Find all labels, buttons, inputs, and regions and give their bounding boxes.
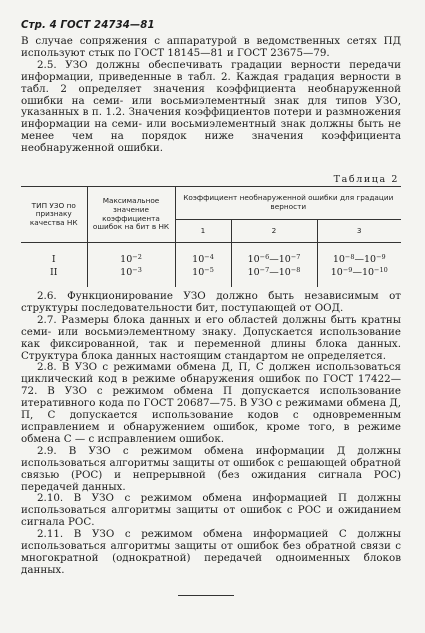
grade-header-3: 3 <box>317 220 401 243</box>
grade-1-value: $10^{-5}$ <box>192 266 214 278</box>
grade-header-2: 2 <box>231 220 317 243</box>
paragraph-2-9: 2.9. В УЗО с режимом обмена информации Д должны использоваться алгоритмы защиты от ошибок с решающей обратной связью (РОС) и непрерывной (без ожидания сигнала РОС) передачей данных. <box>21 444 401 493</box>
type-value: II <box>49 267 58 278</box>
bit-error-value: $10^{-3}$ <box>120 266 142 278</box>
table-caption: Таблица 2 <box>333 174 399 185</box>
col-bit-error-header: Максимальное значение коэффициента ошибок на бит в НК <box>87 187 175 243</box>
grade-header-1: 1 <box>175 220 231 243</box>
grade-1-value: $10^{-4}$ <box>192 253 214 265</box>
page-header: Стр. 4 ГОСТ 24734—81 <box>21 20 155 31</box>
grade-2-cell <box>231 243 317 288</box>
group-header: Коэффициент необнаруженной ошибки для градации верности <box>175 187 401 220</box>
paragraph-2-5: 2.5. УЗО должны обеспечивать градации верности передачи информации, приведенные в табл. 2. Каждая градация верности в табл. 2 определяет значения коэффициента необнаруженной ошибки на семи- или восьмиэлементный знак для типов УЗО, указанных в п. 1.2. Значения коэффициентов потери и размножения информации на семи- или восьмиэлементный знак должны быть не менее чем на порядок ниже значения коэффициента необнаруженной ошибки. <box>21 58 401 155</box>
grade-3-range: $10^{-9}—10^{-10}$ <box>330 266 388 278</box>
table-2 <box>21 186 401 287</box>
grade-3-cell <box>317 243 401 288</box>
paragraph-2-10: 2.10. В УЗО с режимом обмена информацией П должны использоваться алгоритмы защиты от ошибок с РОС и ожиданием сигнала РОС. <box>21 492 401 529</box>
end-rule <box>178 595 234 596</box>
text-block-bottom <box>21 291 401 577</box>
paragraph-2-7: 2.7. Размеры блока данных и его областей должны быть кратны семи- или восьмиэлементному знаку. Допускается использование как фиксированной, так и переменной длины блока данных. Структура блока данных настоящим стандартом не определяется. <box>21 313 401 362</box>
type-cell <box>21 243 87 288</box>
grade-1-cell <box>175 243 231 288</box>
grade-2-range: $10^{-6}—10^{-7}$ <box>247 253 301 265</box>
bit-error-cell <box>87 243 175 288</box>
table-row <box>21 243 401 288</box>
bit-error-value: $10^{-2}$ <box>120 253 142 265</box>
paragraph-2-8: 2.8. В УЗО с режимами обмена Д, П, С должен использоваться циклический код в режиме обнаружения ошибок по ГОСТ 17422—72. В УЗО с режимом обмена П допускается использование итеративного кода по ГОСТ 20687—75. В УЗО с режимами обмена Д, П, С допускается использование кодов с одновременным исправлением и обнаружением ошибок, кроме того, в режиме обмена С — с исправлением ошибок. <box>21 361 401 445</box>
paragraph-intro: В случае сопряжения с аппаратурой в ведомственных сетях ПД используют стык по ГОСТ 18145—81 и ГОСТ 23675—79. <box>21 35 401 59</box>
text-block-top <box>21 36 401 155</box>
type-value: I <box>51 254 56 265</box>
grade-3-range: $10^{-8}—10^{-9}$ <box>332 253 386 265</box>
paragraph-2-6: 2.6. Функционирование УЗО должно быть независимым от структуры последовательности бит, поступающей от ООД. <box>21 290 401 314</box>
grade-2-range: $10^{-7}—10^{-8}$ <box>247 266 301 278</box>
paragraph-2-11: 2.11. В УЗО с режимом обмена информацией С должны использоваться алгоритмы защиты от ошибок без обратной связи с многократной (однократной) передачей одноименных блоков данных. <box>21 528 401 576</box>
col-type-header: ТИП УЗО по признаку качества НК <box>21 187 87 243</box>
